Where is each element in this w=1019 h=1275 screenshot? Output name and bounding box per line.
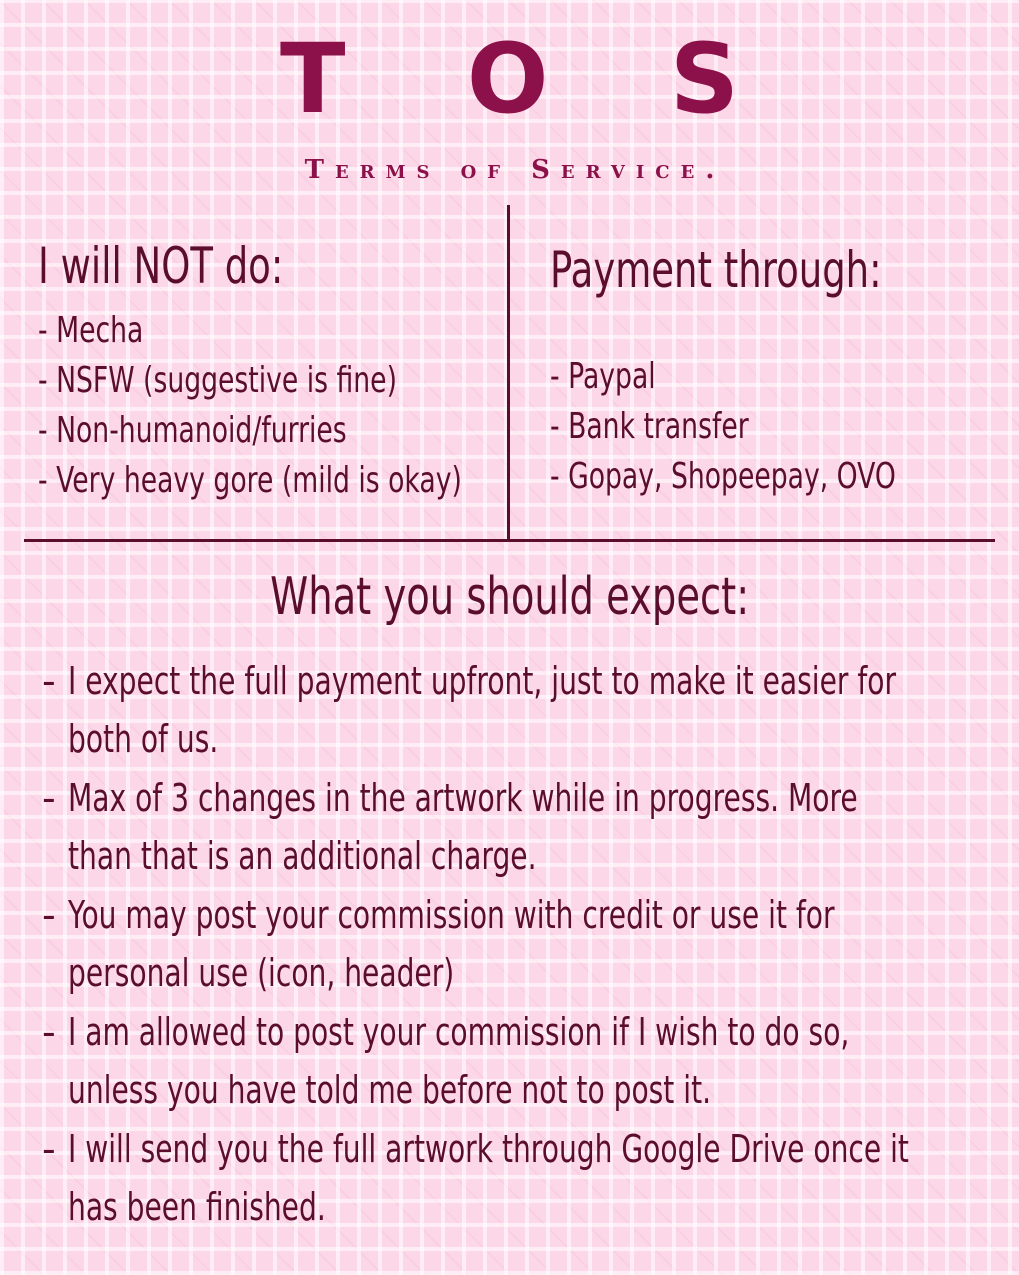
expect-heading-wrap xyxy=(0,566,1019,628)
horizontal-divider xyxy=(24,539,995,542)
expect-item-line: Max of 3 changes in the artwork while in progress. More xyxy=(68,776,858,820)
expect-item-line: I will send you the full artwork through Google Drive once it xyxy=(68,1127,909,1171)
expect-item xyxy=(42,652,982,768)
payment-item: - Bank transfer xyxy=(550,406,749,447)
will-not-item: - Very heavy gore (mild is okay) xyxy=(38,460,462,501)
expect-item-line: has been finished. xyxy=(68,1185,326,1229)
bullet-dash: - xyxy=(42,659,56,703)
payment-section xyxy=(550,240,1017,502)
expect-item xyxy=(42,1003,982,1119)
bullet-dash: - xyxy=(42,776,56,820)
expect-item-line: I am allowed to post your commission if I wish to do so, xyxy=(68,1010,850,1054)
expect-item-line: unless you have told me before not to post it. xyxy=(68,1068,712,1112)
will-not-heading: I will NOT do: xyxy=(38,237,284,295)
bullet-dash: - xyxy=(42,1010,56,1054)
will-not-block xyxy=(38,236,462,506)
bullet-dash: - xyxy=(42,1127,56,1171)
expect-item-line: I expect the full payment upfront, just to make it easier for xyxy=(68,659,897,703)
will-not-item: - NSFW (suggestive is fine) xyxy=(38,360,397,401)
payment-list xyxy=(550,352,896,502)
will-not-item: - Non-humanoid/furries xyxy=(38,410,347,451)
expect-item-line: both of us. xyxy=(68,717,219,761)
page-subtitle: Terms of Service. xyxy=(304,155,726,185)
payment-item: - Paypal xyxy=(550,356,656,397)
expect-heading: What you should expect: xyxy=(269,567,750,627)
bullet-dash: - xyxy=(42,893,56,937)
expect-item xyxy=(42,1120,982,1236)
expect-item xyxy=(42,769,982,885)
will-not-list xyxy=(38,306,462,506)
page-title: T O S xyxy=(279,23,784,135)
payment-item: - Gopay, Shopeepay, OVO xyxy=(550,456,896,497)
expect-item-line: personal use (icon, header) xyxy=(68,951,455,995)
will-not-section xyxy=(38,236,611,506)
will-not-item: - Mecha xyxy=(38,310,144,351)
payment-block xyxy=(550,240,896,502)
payment-heading: Payment through: xyxy=(550,241,882,299)
expect-item-line: You may post your commission with credit or use it for xyxy=(68,893,835,937)
expect-item xyxy=(42,886,982,1002)
expect-list xyxy=(42,652,982,1237)
expect-item-line: than that is an additional charge. xyxy=(68,834,537,878)
